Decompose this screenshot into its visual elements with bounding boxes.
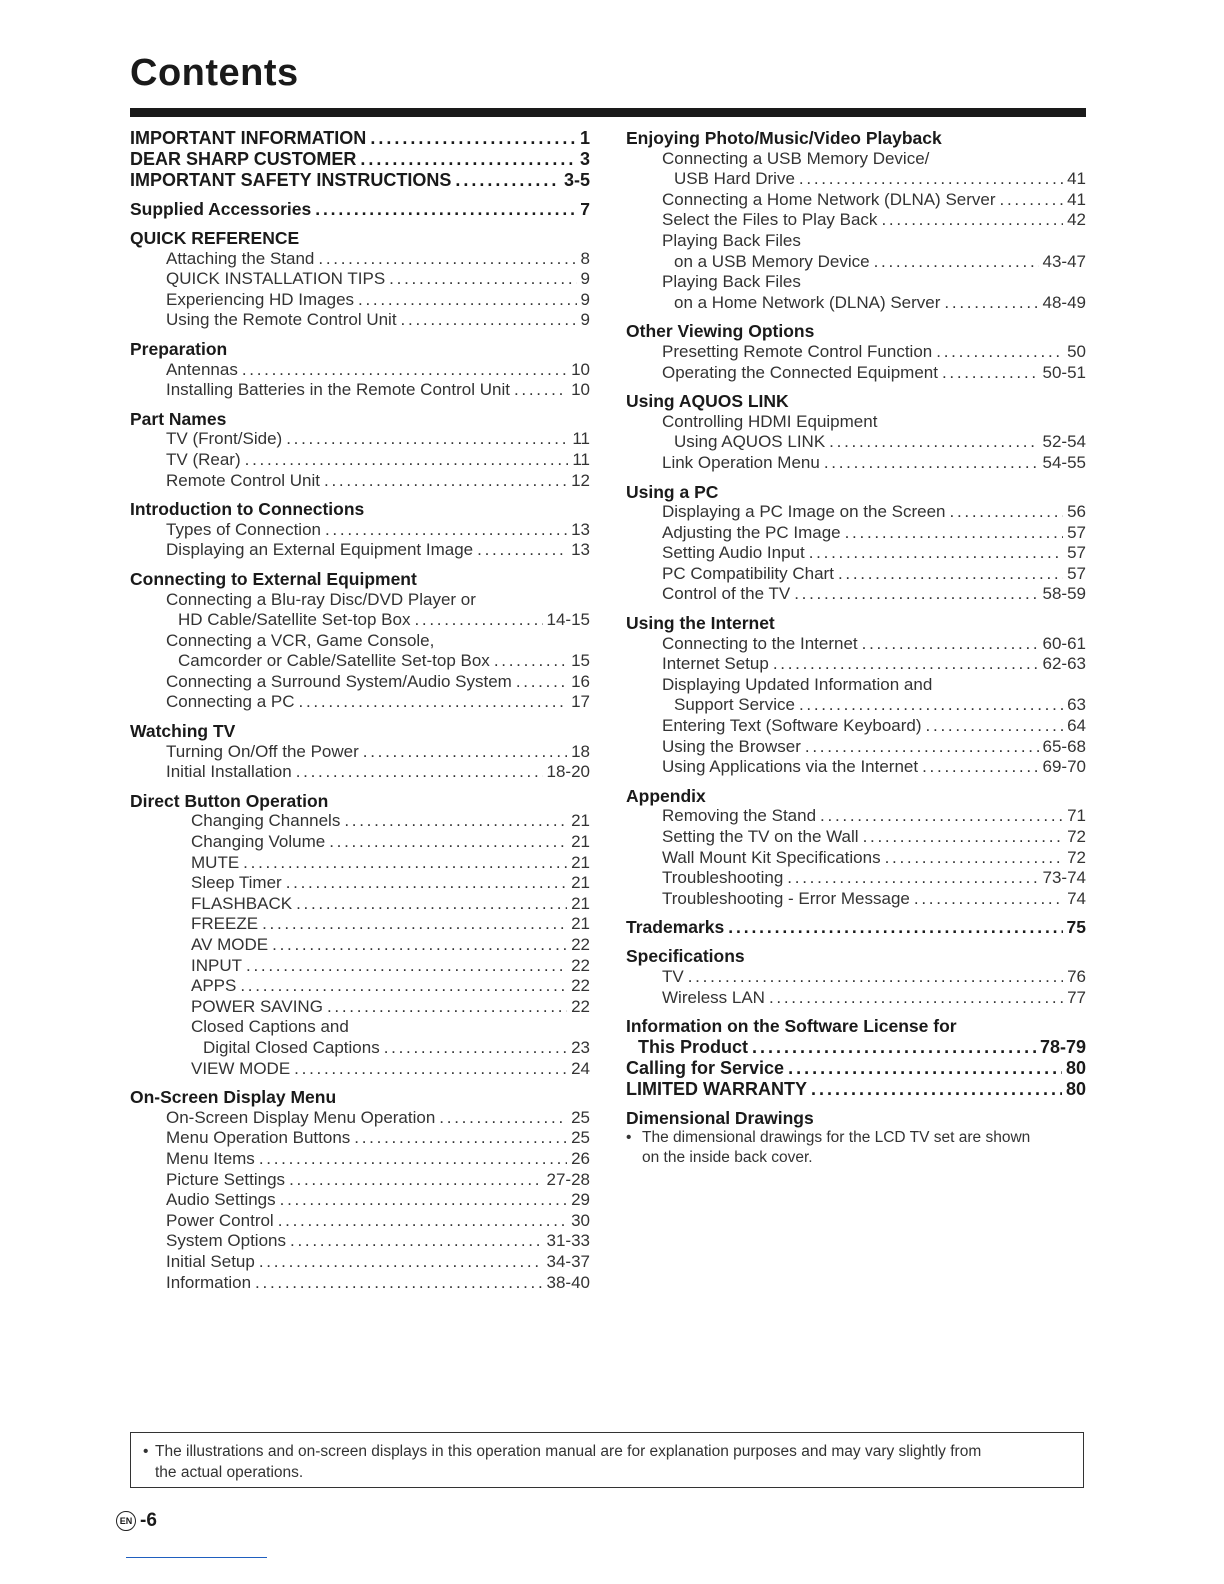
section-heading-watching-tv: Watching TV [130, 721, 236, 742]
footer-note-line: the actual operations. [155, 1464, 304, 1481]
page-title: Contents [130, 52, 299, 94]
toc-entry[interactable]: Camcorder or Cable/Satellite Set-top Box . . . 15 [130, 651, 590, 672]
section-heading-other-viewing: Other Viewing Options [626, 321, 815, 342]
footer-note-box [130, 1432, 1084, 1488]
dimensional-note-cont: on the inside back cover. [642, 1149, 813, 1167]
toc-entry[interactable]: Wall Mount Kit Specifications . . . 72 [626, 848, 1086, 869]
footer-note-line: The illustrations and on-screen displays in this operation manual are for explanation purposes and may vary slightly from [155, 1443, 982, 1460]
toc-entry[interactable]: Digital Closed Captions . . . 23 [130, 1038, 590, 1059]
toc-entry[interactable]: Using the Browser . . . 65-68 [626, 737, 1086, 758]
toc-entry-dear-sharp-customer[interactable]: DEAR SHARP CUSTOMER . . . 3 [130, 149, 590, 170]
toc-entry[interactable]: Initial Installation . . . 18-20 [130, 762, 590, 783]
toc-entry-line[interactable]: Playing Back Files [662, 230, 801, 250]
page-number [116, 1510, 157, 1532]
toc-entry[interactable]: Internet Setup . . . 62-63 [626, 654, 1086, 675]
toc-entry[interactable]: Menu Operation Buttons . . . 25 [130, 1128, 590, 1149]
toc-entry[interactable]: Types of Connection . . . 13 [130, 520, 590, 541]
bottom-link-rule [126, 1557, 267, 1558]
toc-entry[interactable]: Installing Batteries in the Remote Control Unit . . . 10 [130, 380, 590, 401]
toc-entry[interactable]: Attaching the Stand . . . 8 [130, 249, 590, 270]
toc-entry[interactable]: Troubleshooting - Error Message . . . 74 [626, 889, 1086, 910]
toc-entry[interactable]: Experiencing HD Images . . . 9 [130, 290, 590, 311]
section-heading-preparation: Preparation [130, 338, 228, 359]
section-heading-internet: Using the Internet [626, 613, 775, 634]
page-number-value: 6 [146, 1510, 157, 1531]
toc-entry[interactable]: VIEW MODE . . . 24 [130, 1059, 590, 1080]
toc-entry[interactable]: Antennas . . . 10 [130, 360, 590, 381]
section-heading-dimensional-drawings: Dimensional Drawings [626, 1107, 814, 1128]
section-heading-playback: Enjoying Photo/Music/Video Playback [626, 128, 942, 148]
toc-entry-safety-instructions[interactable]: IMPORTANT SAFETY INSTRUCTIONS . . . 3-5 [130, 170, 590, 191]
toc-entry[interactable]: PC Compatibility Chart . . . 57 [626, 564, 1086, 585]
toc-entry-trademarks[interactable]: Trademarks . . . 75 [626, 917, 1086, 938]
toc-right-column [626, 128, 1086, 1168]
toc-entry[interactable]: Wireless LAN . . . 77 [626, 988, 1086, 1009]
toc-entry[interactable]: TV . . . 76 [626, 967, 1086, 988]
toc-entry[interactable]: on a USB Memory Device . . . 43-47 [626, 252, 1086, 273]
section-heading-quick-reference: QUICK REFERENCE [130, 228, 300, 248]
toc-entry-limited-warranty[interactable]: LIMITED WARRANTY . . . 80 [626, 1079, 1086, 1100]
toc-entry-software-license[interactable]: This Product . . . 78-79 [626, 1037, 1086, 1058]
section-heading-specifications: Specifications [626, 946, 745, 967]
toc-entry[interactable]: Control of the TV . . . 58-59 [626, 584, 1086, 605]
section-heading-osd-menu: On-Screen Display Menu [130, 1087, 337, 1108]
toc-entry-line[interactable]: Controlling HDMI Equipment [662, 411, 878, 431]
toc-entry[interactable]: POWER SAVING . . . 22 [130, 997, 590, 1018]
toc-entry-software-license-line[interactable]: Information on the Software License for [626, 1016, 957, 1037]
toc-entry[interactable]: Entering Text (Software Keyboard) . . . 64 [626, 716, 1086, 737]
toc-entry[interactable]: FLASHBACK . . . 21 [130, 894, 590, 915]
toc-entry[interactable]: AV MODE . . . 22 [130, 935, 590, 956]
dimensional-note: • The dimensional drawings for the LCD TV set are shown [626, 1129, 1031, 1147]
toc-entry[interactable]: System Options . . . 31-33 [130, 1231, 590, 1252]
toc-entry-supplied-accessories[interactable]: Supplied Accessories . . . 7 [130, 199, 590, 220]
toc-entry[interactable]: FREEZE . . . 21 [130, 914, 590, 935]
section-heading-aquos-link: Using AQUOS LINK [626, 391, 789, 412]
toc-entry-line[interactable]: Playing Back Files [662, 272, 801, 292]
toc-entry[interactable]: Connecting to the Internet . . . 60-61 [626, 634, 1086, 655]
toc-entry[interactable]: Setting the TV on the Wall . . . 72 [626, 827, 1086, 848]
toc-entry[interactable]: on a Home Network (DLNA) Server . . . 48-49 [626, 293, 1086, 314]
section-heading-part-names: Part Names [130, 408, 227, 429]
toc-entry-line[interactable]: Displaying Updated Information and [662, 674, 933, 694]
toc-entry[interactable]: Changing Volume . . . 21 [130, 832, 590, 853]
toc-entry[interactable]: Using AQUOS LINK . . . 52-54 [626, 432, 1086, 453]
toc-entry[interactable]: Removing the Stand . . . 71 [626, 806, 1086, 827]
toc-entry[interactable]: Displaying an External Equipment Image . . . 13 [130, 540, 590, 561]
toc-entry-important-information[interactable]: IMPORTANT INFORMATION . . . 1 [130, 128, 590, 149]
toc-entry[interactable]: Initial Setup . . . 34-37 [130, 1252, 590, 1273]
toc-entry-line[interactable]: Connecting a Blu-ray Disc/DVD Player or [166, 589, 476, 609]
toc-entry-line[interactable]: Connecting a VCR, Game Console, [166, 630, 435, 650]
toc-entry[interactable]: Remote Control Unit . . . 12 [130, 471, 590, 492]
toc-entry[interactable]: Using the Remote Control Unit . . . 9 [130, 310, 590, 331]
toc-entry[interactable]: Operating the Connected Equipment . . . 50-51 [626, 363, 1086, 384]
toc-entry[interactable]: HD Cable/Satellite Set-top Box . . . 14-15 [130, 610, 590, 631]
toc-entry[interactable]: Connecting a PC . . . 17 [130, 692, 590, 713]
toc-entry[interactable]: INPUT . . . 22 [130, 956, 590, 977]
toc-entry[interactable]: Audio Settings . . . 29 [130, 1190, 590, 1211]
toc-entry[interactable]: MUTE . . . 21 [130, 853, 590, 874]
language-badge-icon: EN [116, 1511, 136, 1531]
section-heading-intro-connections: Introduction to Connections [130, 499, 365, 520]
toc-entry[interactable]: Power Control . . . 30 [130, 1211, 590, 1232]
toc-left-column [130, 128, 590, 1293]
page-number-separator: - [140, 1510, 147, 1531]
bullet-icon: • [626, 1129, 632, 1147]
toc-entry[interactable]: Troubleshooting . . . 73-74 [626, 868, 1086, 889]
toc-entry-line[interactable]: Closed Captions and [191, 1017, 349, 1037]
toc-entry[interactable]: Connecting a Home Network (DLNA) Server . . . 41 [626, 190, 1086, 211]
toc-entry[interactable]: Presetting Remote Control Function . . . 50 [626, 342, 1086, 363]
toc-entry[interactable]: TV (Front/Side) . . . 11 [130, 429, 590, 450]
toc-entry[interactable]: Displaying a PC Image on the Screen . . . 56 [626, 502, 1086, 523]
title-rule [130, 108, 1086, 117]
toc-entry[interactable]: QUICK INSTALLATION TIPS . . . 9 [130, 269, 590, 290]
section-heading-direct-button: Direct Button Operation [130, 790, 329, 811]
toc-entry[interactable]: Adjusting the PC Image . . . 57 [626, 523, 1086, 544]
toc-entry[interactable]: Support Service . . . 63 [626, 695, 1086, 716]
toc-entry[interactable]: Sleep Timer . . . 21 [130, 873, 590, 894]
toc-entry[interactable]: Using Applications via the Internet . . . 69-70 [626, 757, 1086, 778]
toc-entry[interactable]: Picture Settings . . . 27-28 [130, 1170, 590, 1191]
bullet-icon: • [143, 1443, 149, 1460]
toc-entry[interactable]: Turning On/Off the Power . . . 18 [130, 742, 590, 763]
section-heading-appendix: Appendix [626, 785, 706, 806]
toc-entry-calling-for-service[interactable]: Calling for Service . . . 80 [626, 1058, 1086, 1079]
section-heading-connecting-external: Connecting to External Equipment [130, 568, 417, 589]
toc-entry[interactable]: Select the Files to Play Back . . . 42 [626, 210, 1086, 231]
toc-entry[interactable]: APPS . . . 22 [130, 976, 590, 997]
section-heading-using-pc: Using a PC [626, 481, 719, 502]
toc-entry[interactable]: Information . . . 38-40 [130, 1273, 590, 1294]
toc-entry[interactable]: USB Hard Drive . . . 41 [626, 169, 1086, 190]
toc-entry[interactable]: Connecting a Surround System/Audio System . . . 16 [130, 672, 590, 693]
toc-entry[interactable]: Setting Audio Input . . . 57 [626, 543, 1086, 564]
toc-entry[interactable]: Menu Items . . . 26 [130, 1149, 590, 1170]
toc-entry[interactable]: TV (Rear) . . . 11 [130, 450, 590, 471]
toc-entry-line[interactable]: Connecting a USB Memory Device/ [662, 148, 930, 168]
toc-entry[interactable]: Changing Channels . . . 21 [130, 811, 590, 832]
toc-entry[interactable]: Link Operation Menu . . . 54-55 [626, 453, 1086, 474]
toc-entry[interactable]: On-Screen Display Menu Operation . . . 25 [130, 1108, 590, 1129]
